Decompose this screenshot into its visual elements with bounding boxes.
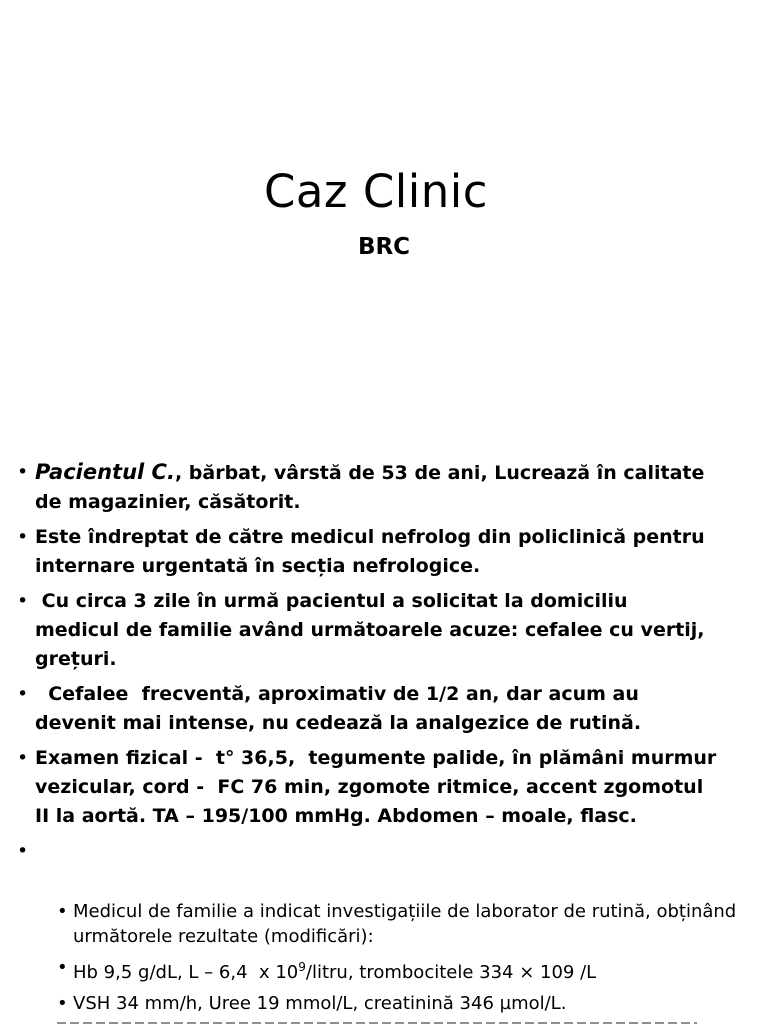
slide-title: Caz Clinic xyxy=(263,165,489,218)
bullet-glyph: • xyxy=(57,957,68,978)
physical-exam-text: Examen fizical - t° 36,5, tegumente palide, în plămâni murmur vezicular, cord - FC 76 min, zgomote ritmice, accent zgomotul II la aortă. TA – 195/100 mmHg. Abdomen – moale, flasc. xyxy=(35,747,723,827)
bullet-glyph: • xyxy=(17,747,29,769)
lab-blood-count-rest: /litru, trombocitele 334 × 109 /L xyxy=(305,962,597,983)
lab-biochemistry-text: VSH 34 mm/h, Uree 19 mmol/L, creatinină 346 µmol/L. xyxy=(73,993,567,1014)
bullet-history xyxy=(17,587,717,674)
bullet-glyph: • xyxy=(57,901,68,922)
headache-text: Cefalee frecventă, aproximativ de 1/2 an, dar acum au devenit mai intense, nu cedează la analgezice de rutină. xyxy=(35,683,646,734)
bullet-glyph: • xyxy=(17,840,29,862)
bullet-empty xyxy=(17,837,717,866)
bullet-glyph: • xyxy=(17,683,29,705)
patient-intro-text: , bărbat, vârstă de 53 de ani, Lucrează în calitate de magazinier, căsătorit. xyxy=(35,462,705,513)
patient-name: Pacientul C. xyxy=(35,460,175,484)
lab-blood-count xyxy=(57,955,737,985)
exponent: 9 xyxy=(298,960,306,974)
bullet-glyph: • xyxy=(17,461,29,483)
bullet-headache xyxy=(17,680,717,738)
lab-blood-count-text: Hb 9,5 g/dL, L – 6,4 x 10 xyxy=(73,962,299,983)
bullet-glyph: • xyxy=(17,526,29,548)
lab-results-list xyxy=(57,899,737,1022)
referral-text: Este îndreptat de către medicul nefrolog din policlinică pentru internare urgentată în secția nefrologice. xyxy=(35,526,705,577)
lab-intro-text: Medicul de familie a indicat investigațiile de laborator de rutină, obținând următorele rezultate (modificări): xyxy=(73,901,737,947)
clipped-text-line xyxy=(57,1018,697,1024)
bullet-glyph: • xyxy=(17,590,29,612)
bullet-patient-intro xyxy=(17,458,717,517)
bullet-physical-exam xyxy=(17,744,723,831)
history-text: Cu circa 3 zile în urmă pacientul a solicitat la domiciliu medicul de familie având următoarele acuze: cefalee cu vertij, grețuri. xyxy=(35,590,712,670)
lab-biochemistry xyxy=(57,991,737,1016)
bullet-glyph: • xyxy=(57,993,68,1014)
lab-intro xyxy=(57,899,737,949)
case-bullet-list xyxy=(17,458,723,872)
bullet-referral xyxy=(17,523,717,581)
slide-subtitle: BRC xyxy=(357,234,411,260)
